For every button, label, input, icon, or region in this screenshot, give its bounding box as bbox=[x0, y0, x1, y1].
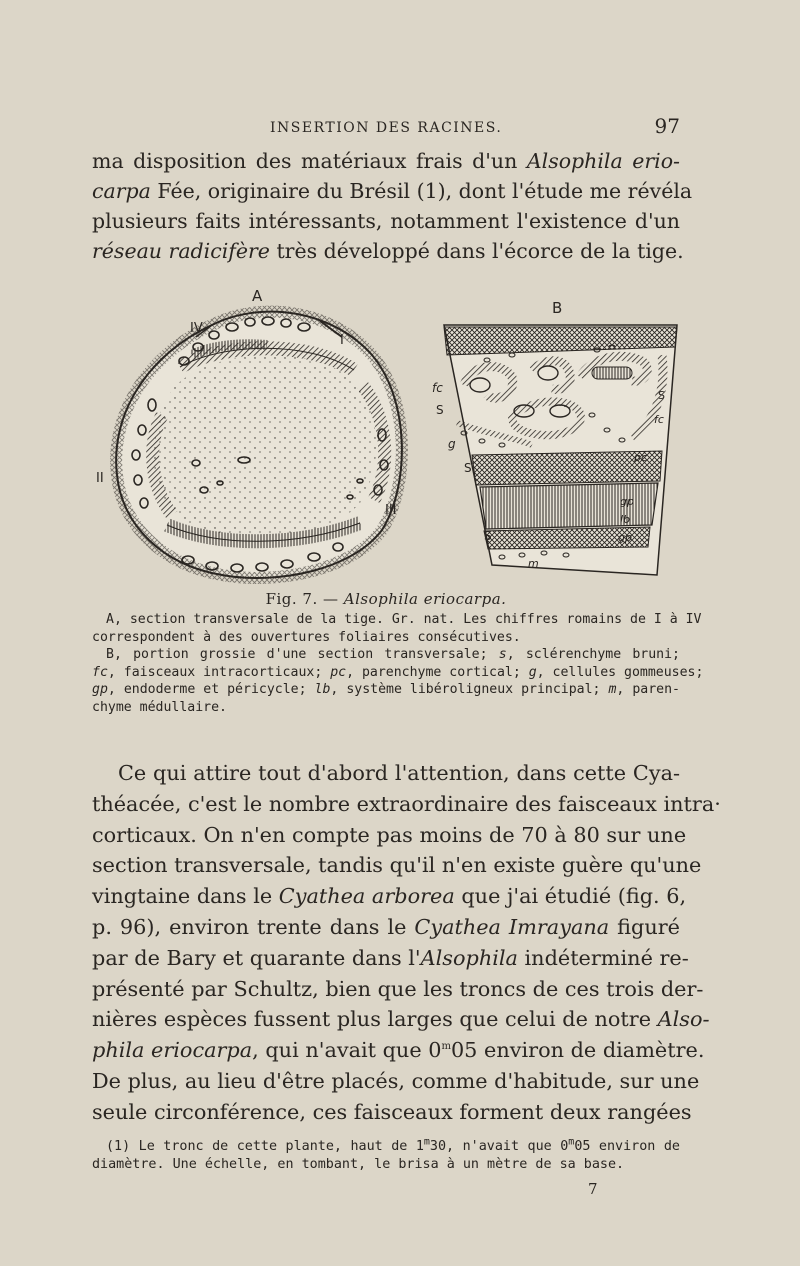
figure-caption-title: Fig. 7. — Alsophila eriocarpa. bbox=[265, 590, 507, 608]
figure-7 bbox=[92, 285, 680, 585]
roman-3: III bbox=[385, 503, 397, 518]
text-line: réseau radicifère très développé dans l'écorce de la tige. bbox=[92, 239, 684, 263]
figure-drawing bbox=[92, 285, 680, 585]
label-s-3: S bbox=[484, 529, 492, 543]
text-line: corticaux. On n'en compte pas moins de 70 à 80 sur une bbox=[92, 822, 687, 847]
figure-caption bbox=[92, 611, 704, 716]
text-line: De plus, au lieu d'être placés, comme d'habitude, sur une bbox=[92, 1068, 700, 1093]
label-fc-2: fc bbox=[654, 413, 664, 426]
page-number: 97 bbox=[654, 114, 680, 138]
label-pc: pc bbox=[634, 451, 648, 464]
section-b-drawing bbox=[444, 325, 677, 575]
label-a: A bbox=[252, 287, 263, 305]
text-line: phila eriocarpa, qui n'avait que 0$^m$05 environ de diamètre. bbox=[92, 1038, 705, 1063]
text-line: carpa Fée, originaire du Brésil (1), dont l'étude me révéla bbox=[92, 179, 693, 203]
text-line: plusieurs faits intéressants, notamment l'existence d'un bbox=[92, 209, 680, 233]
label-gp-2: gp bbox=[618, 531, 632, 544]
footnote-line: diamètre. Une échelle, en tombant, le brisa à un mètre de sa base. bbox=[92, 1157, 625, 1172]
text-line: présenté par Schultz, bien que les troncs de ces trois der- bbox=[92, 976, 704, 1001]
text-line: Ce qui attire tout d'abord l'attention, dans cette Cya- bbox=[118, 761, 680, 785]
text-line: vingtaine dans le Cyathea arborea que j'ai étudié (fig. 6, bbox=[92, 884, 687, 909]
label-gp-1: gp bbox=[620, 495, 634, 508]
roman-4: IV bbox=[190, 321, 203, 336]
signature-mark: 7 bbox=[588, 1180, 598, 1198]
caption-line: chyme médullaire. bbox=[92, 699, 227, 715]
caption-line: correspondent à des ouvertures foliaires consécutives. bbox=[92, 629, 521, 645]
label-lb: lb bbox=[620, 513, 631, 526]
text-line: p. 96), environ trente dans le Cyathea Imrayana figuré bbox=[92, 914, 680, 939]
text-line: seule circonférence, ces faisceaux forment deux rangées bbox=[92, 1099, 692, 1124]
paragraph-intro bbox=[92, 146, 693, 266]
caption-line: fc, faisceaux intracorticaux; pc, parenchyme cortical; g, cellules gommeuses; bbox=[92, 664, 704, 680]
label-m: m bbox=[528, 557, 539, 570]
paragraph-main bbox=[92, 758, 721, 1128]
text-line: par de Bary et quarante dans l'Alsophila indéterminé re- bbox=[92, 945, 689, 970]
text-line: section transversale, tandis qu'il n'en existe guère qu'une bbox=[92, 853, 702, 878]
label-fc: fc bbox=[432, 381, 443, 395]
label-s-2: S bbox=[464, 461, 472, 475]
running-title: INSERTION DES RACINES. bbox=[270, 120, 503, 136]
label-g: g bbox=[448, 437, 456, 451]
caption-line: A, section transversale de la tige. Gr. nat. Les chiffres romains de I à IV bbox=[106, 612, 702, 627]
text-line: ma disposition des matériaux frais d'un Alsophila erio- bbox=[92, 149, 680, 173]
label-b: B bbox=[552, 299, 563, 317]
page-header bbox=[92, 114, 680, 140]
roman-2: II bbox=[96, 471, 104, 486]
text-line: nières espèces fussent plus larges que celui de notre Also- bbox=[92, 1007, 710, 1032]
text-line: théacée, c'est le nombre extraordinaire des faisceaux intra· bbox=[92, 791, 721, 816]
footnote bbox=[92, 1138, 680, 1174]
caption-line: gp, endoderme et péricycle; lb, système libéroligneux principal; m, paren- bbox=[92, 682, 680, 697]
caption-line: B, portion grossie d'une section transversale; s, sclérenchyme bruni; bbox=[106, 647, 680, 662]
footnote-line: (1) Le tronc de cette plante, haut de 1$^m$30, n'avait que 0$^m$05 environ de bbox=[106, 1136, 680, 1154]
roman-1: I bbox=[340, 333, 344, 348]
label-s-4: S bbox=[658, 389, 665, 402]
section-a-drawing bbox=[116, 312, 402, 578]
label-s-1: S bbox=[436, 403, 444, 417]
